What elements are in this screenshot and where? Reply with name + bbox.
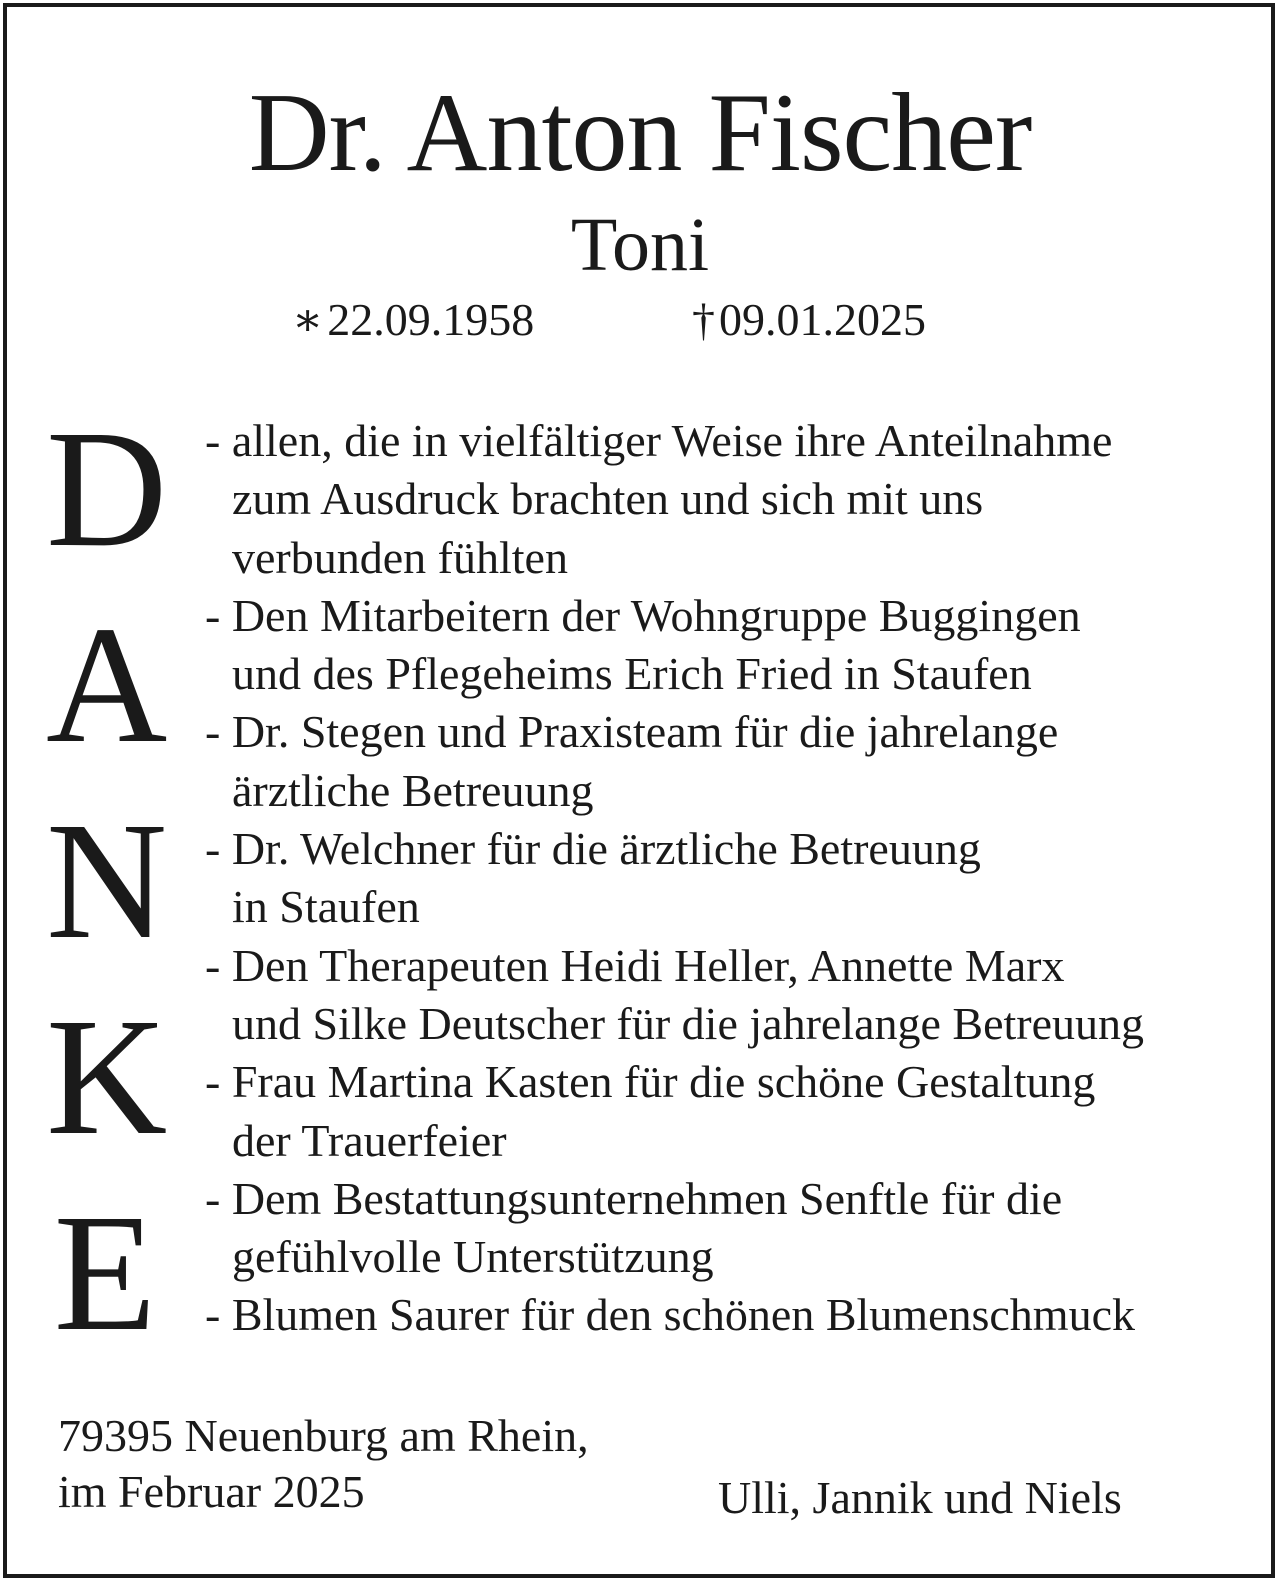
- deceased-nickname: Toni: [570, 203, 710, 287]
- thanks-item: [205, 1286, 1144, 1344]
- danke-letter-d: D: [46, 396, 168, 582]
- place-line: 79395 Neuenburg am Rhein,: [58, 1410, 589, 1461]
- birth-date: 22.09.1958: [327, 294, 535, 345]
- date-line: im Februar 2025: [58, 1466, 365, 1517]
- thanks-list: [205, 412, 1144, 1345]
- thanks-line: - Den Mitarbeitern der Wohngruppe Buggingen: [205, 589, 1081, 641]
- danke-letter-k: K: [46, 984, 168, 1170]
- thanks-line-continued: verbunden fühlten: [232, 531, 568, 583]
- thanks-item: [205, 1170, 1144, 1287]
- thanks-line: - Dr. Stegen und Praxisteam für die jahrelange: [205, 706, 1059, 758]
- death-date-line: [692, 290, 926, 350]
- birth-date-line: [292, 290, 534, 350]
- danke-letter-e: E: [53, 1180, 157, 1366]
- thanks-item: [205, 1053, 1144, 1170]
- thanks-item: [205, 587, 1144, 704]
- thanks-line: - Frau Martina Kasten für die schöne Gestaltung: [205, 1056, 1096, 1108]
- thanks-line-continued: zum Ausdruck brachten und sich mit uns: [232, 473, 984, 525]
- thanks-line-continued: in Staufen: [232, 881, 420, 933]
- place-and-date: [58, 1408, 589, 1520]
- thanks-line: - Blumen Saurer für den schönen Blumenschmuck: [205, 1289, 1135, 1341]
- thanks-line: - allen, die in vielfältiger Weise ihre Anteilnahme: [205, 415, 1113, 466]
- thanks-line: - Den Therapeuten Heidi Heller, Annette Marx: [205, 939, 1065, 991]
- thanks-item: [205, 412, 1144, 587]
- thanks-line: - Dem Bestattungsunternehmen Senftle für die: [205, 1172, 1063, 1224]
- deceased-name: Dr. Anton Fischer: [248, 71, 1032, 195]
- thanks-line-continued: und Silke Deutscher für die jahrelange Betreuung: [232, 997, 1145, 1049]
- danke-letter-a: A: [46, 592, 168, 778]
- thanks-line-continued: der Trauerfeier: [232, 1114, 507, 1166]
- thanks-item: [205, 703, 1144, 820]
- thanks-line: - Dr. Welchner für die ärztliche Betreuung: [205, 823, 981, 875]
- thanks-line-continued: und des Pflegeheims Erich Fried in Staufen: [232, 648, 1032, 700]
- danke-letter-n: N: [46, 788, 168, 974]
- thanks-item: [205, 820, 1144, 937]
- thanks-item: [205, 937, 1144, 1054]
- birth-star-icon: ∗: [292, 294, 324, 345]
- thanks-line-continued: gefühlvolle Unterstützung: [232, 1231, 714, 1283]
- death-date: 09.01.2025: [719, 294, 926, 345]
- thanks-line-continued: ärztliche Betreuung: [232, 764, 594, 816]
- signers: Ulli, Jannik und Niels: [718, 1472, 1122, 1523]
- death-cross-icon: †: [692, 294, 715, 345]
